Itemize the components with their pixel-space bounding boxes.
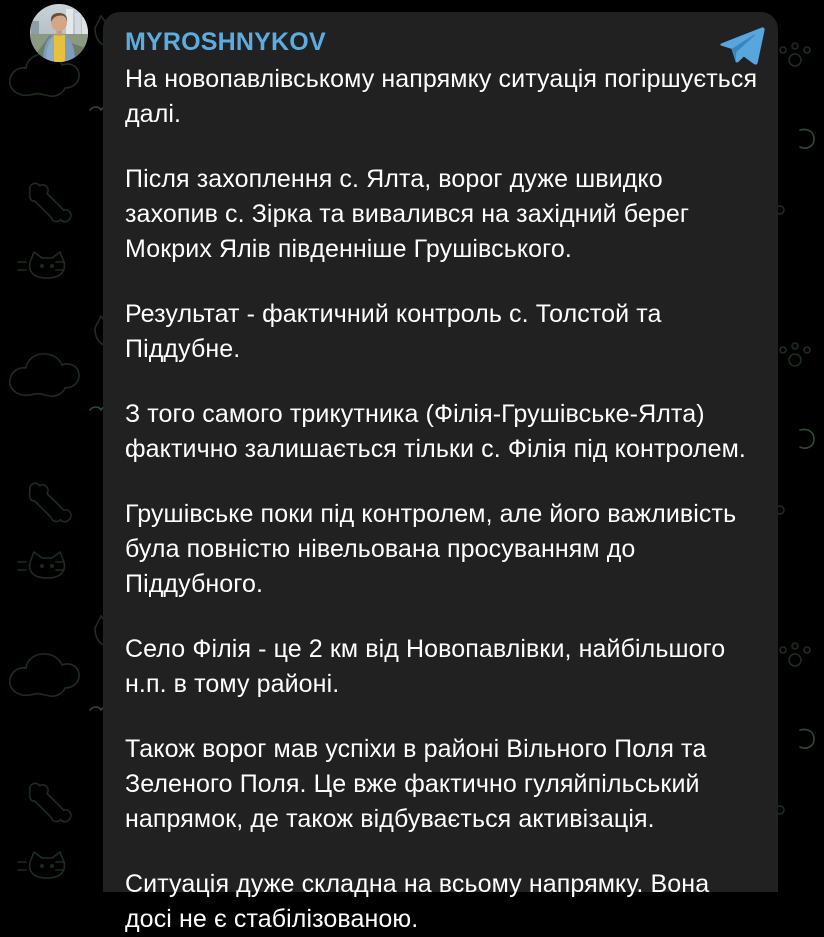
message-paragraph: Ситуація дуже складна на всьому напрямку. Вона досі не є стабілізованою. bbox=[125, 870, 710, 933]
message-text bbox=[125, 62, 761, 937]
message-paragraph: Також ворог мав успіхи в районі Вільного Поля та Зеленого Поля. Це вже фактично гуляйпільський напрямок, де також відбувається активізація. bbox=[125, 735, 707, 833]
message-paragraph: На новопавлівському напрямку ситуація погіршується далі. bbox=[125, 65, 758, 128]
avatar-photo bbox=[30, 4, 88, 62]
message-bubble bbox=[103, 12, 778, 933]
message-paragraph: Грушівське поки під контролем, але його важливість була повністю нівельована просуванням до Піддубного. bbox=[125, 500, 737, 598]
avatar[interactable] bbox=[30, 4, 88, 62]
message-paragraph: Після захоплення с. Ялта, ворог дуже швидко захопив с. Зірка та вивалився на західний берег Мокрих Ялів південніше Грушівського. bbox=[125, 165, 690, 263]
message-paragraph: З того самого трикутника (Філія-Грушівське-Ялта) фактично залишається тільки с. Філія під контролем. bbox=[125, 400, 746, 463]
message-paragraph: Село Філія - це 2 км від Новопавлівки, найбільшого н.п. в тому районі. bbox=[125, 635, 726, 698]
message-paragraph: Результат - фактичний контроль с. Толстой та Піддубне. bbox=[125, 300, 662, 363]
message-header bbox=[125, 28, 761, 56]
telegram-plane-icon[interactable] bbox=[718, 22, 766, 66]
channel-name[interactable]: MYROSHNYKOV bbox=[125, 28, 326, 56]
